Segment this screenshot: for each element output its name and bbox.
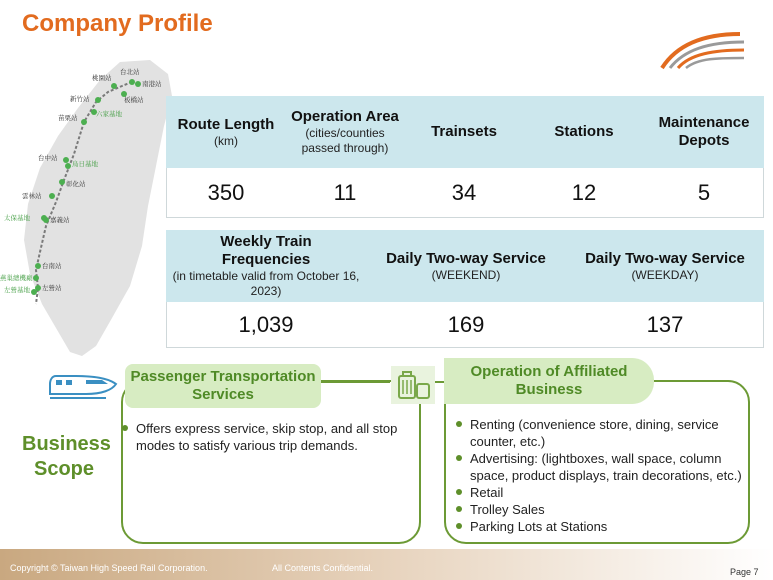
value-weekday-service: 137 <box>646 312 684 337</box>
affiliated-business-label: Operation of Affiliated Business <box>444 358 654 404</box>
station-tainan <box>35 263 41 269</box>
header-stations: Stations <box>554 123 614 140</box>
value-maintenance-depots: 5 <box>697 180 711 205</box>
col-maintenance-depots <box>644 96 764 218</box>
label-banqiao: 板橋站 <box>124 96 144 104</box>
col-trainsets <box>404 96 524 218</box>
header-operation-area: Operation Area <box>291 108 399 125</box>
list-item: Advertising: (lightboxes, wall space, column space, product displays, train decorations, etc.) <box>456 450 756 484</box>
label-changhua: 彰化站 <box>66 180 86 188</box>
affiliated-business-list <box>456 416 756 535</box>
label-liujia: 六家基地 <box>96 110 122 118</box>
company-stats-table <box>166 96 764 218</box>
col-stations <box>524 96 644 218</box>
station-taoyuan <box>111 83 117 89</box>
depot-wuri <box>65 163 71 169</box>
label-yunlin: 雲林站 <box>22 192 42 200</box>
list-item: Trolley Sales <box>456 501 756 518</box>
label-taoyuan: 桃園站 <box>92 74 112 82</box>
passenger-services-list <box>122 420 418 454</box>
value-weekly-frequencies: 1,039 <box>238 312 294 337</box>
col-route-length <box>166 96 286 218</box>
list-item: Parking Lots at Stations <box>456 518 756 535</box>
business-scope-title: Business Scope <box>22 433 111 480</box>
col-weekly-frequencies <box>166 230 366 348</box>
header-trainsets: Trainsets <box>431 123 497 140</box>
station-nangang <box>135 81 141 87</box>
service-frequency-table <box>166 230 764 348</box>
list-item: Retail <box>456 484 756 501</box>
page-number: Page 7 <box>730 567 759 577</box>
value-stations: 12 <box>571 180 597 205</box>
depot-zuoying <box>31 289 37 295</box>
passenger-services-label: Passenger Transportation Services <box>125 364 321 408</box>
label-tainan: 台南站 <box>42 262 62 270</box>
label-taipei: 台北站 <box>120 68 140 76</box>
header-weekday-service: Daily Two-way Service <box>585 249 745 267</box>
value-trainsets: 34 <box>451 180 477 205</box>
station-hsinchu <box>95 97 101 103</box>
station-miaoli <box>81 119 87 125</box>
header-weekend-service: Daily Two-way Service <box>386 249 546 267</box>
footer-confidential: All Contents Confidential. <box>272 563 374 573</box>
taiwan-map <box>0 56 178 358</box>
header-weekend-service-sub: (WEEKEND) <box>431 267 501 282</box>
label-hsinchu: 新竹站 <box>70 95 90 103</box>
footer-copyright: Copyright © Taiwan High Speed Rail Corporation. <box>10 563 208 573</box>
label-wuri: 烏日基地 <box>72 160 98 168</box>
luggage-icon <box>391 366 435 404</box>
value-operation-area: 11 <box>333 180 357 205</box>
label-nangang: 南港站 <box>142 80 162 88</box>
label-yanchao: 燕巢總機廠 <box>0 274 33 282</box>
header-weekday-service-sub: (WEEKDAY) <box>631 267 699 282</box>
col-operation-area <box>286 96 404 218</box>
label-zuoying: 左營站 <box>42 284 62 292</box>
header-route-length-sub: (km) <box>214 133 238 148</box>
label-miaoli: 苗栗站 <box>58 114 78 122</box>
works-yanchao <box>33 275 39 281</box>
list-item: Renting (convenience store, dining, service counter, etc.) <box>456 416 756 450</box>
company-logo-icon <box>656 28 746 70</box>
header-weekly-frequencies: Weekly Train Frequencies <box>220 233 312 268</box>
col-weekday-service <box>566 230 764 348</box>
station-taipei <box>129 79 135 85</box>
station-taichung <box>63 157 69 163</box>
col-weekend-service <box>366 230 566 348</box>
header-route-length: Route Length <box>177 115 275 133</box>
page-title: Company Profile <box>22 10 213 37</box>
value-route-length: 350 <box>207 180 245 205</box>
station-changhua <box>59 179 65 185</box>
label-chiayi: 嘉義站 <box>50 216 70 224</box>
header-operation-area-sub: (cities/counties passed through) <box>301 126 389 155</box>
list-item: Offers express service, skip stop, and all stop modes to satisfy various trip demands. <box>122 420 418 454</box>
header-weekly-frequencies-sub: (in timetable valid from October 16, 2023) <box>172 269 360 298</box>
label-taichung: 台中站 <box>38 154 58 162</box>
train-icon <box>46 368 118 402</box>
label-zuoying-depot: 左營基地 <box>4 286 30 294</box>
header-maintenance-depots: Maintenance Depots <box>658 114 750 149</box>
value-weekend-service: 169 <box>447 312 485 337</box>
station-yunlin <box>49 193 55 199</box>
label-taibao: 太保基地 <box>4 214 30 222</box>
station-chiayi <box>43 217 49 223</box>
connector-line <box>320 381 390 383</box>
